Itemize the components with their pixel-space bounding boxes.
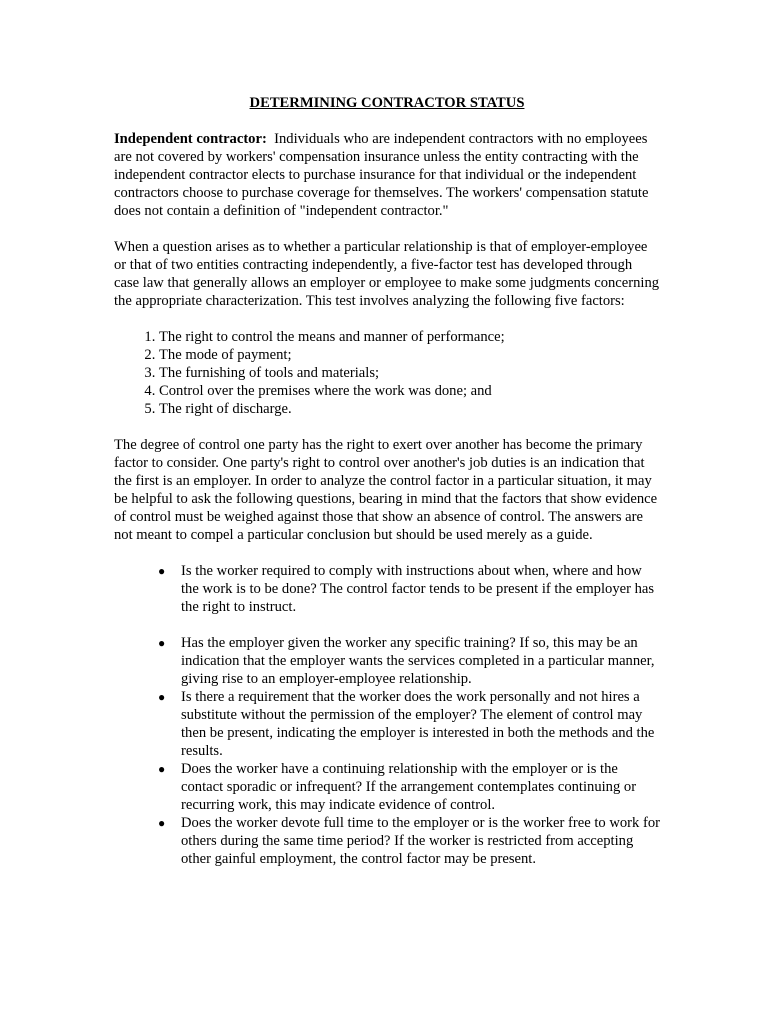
document-page [114, 94, 660, 868]
question-text: Does the worker devote full time to the employer or is the worker free to work for others during the same time period? If the worker is restricted from accepting other gainful employment, the control factor may be present. [181, 815, 661, 867]
question-text: Does the worker have a continuing relationship with the employer or is the contact sporadic or infrequent? If the arrangement contemplates continuing or recurring work, this may indicate evidence of control. [181, 761, 637, 813]
independent-contractor-text: Individuals who are independent contractors with no employees are not covered by workers' compensation insurance unless the entity contracting with the independent contractor elects to purchase insurance for that individual or the independent contractors choose to purchase coverage for themselves. The workers' compensation statute does not contain a definition of "independent contractor." [114, 131, 649, 219]
question-item [114, 760, 660, 814]
independent-contractor-label: Independent contractor: [114, 131, 267, 147]
question-text: Is the worker required to comply with instructions about when, where and how the work is to be done? The control factor tends to be present if the employer has the right to instruct. [181, 563, 655, 615]
five-factor-test-paragraph: When a question arises as to whether a particular relationship is that of employer-employee or that of two entities contracting independently, a five-factor test has developed through case law that generally allows an employer or employee to make some judgments concerning the appropriate characterization. This test involves analyzing the following five factors: [114, 239, 660, 309]
question-item [114, 688, 660, 760]
document-title: DETERMINING CONTRACTOR STATUS [249, 95, 525, 111]
bullet-icon: ● [158, 816, 166, 830]
question-text: Is there a requirement that the worker does the work personally and not hires a substitute without the permission of the employer? The element of control may then be present, indicating the employer is interested in both the methods and the results. [181, 689, 655, 759]
question-item [114, 562, 660, 616]
bullet-icon: ● [158, 690, 166, 704]
independent-contractor-paragraph [114, 130, 660, 220]
question-text: Has the employer given the worker any specific training? If so, this may be an indication that the employer wants the services completed in a particular manner, giving rise to an employer-employee relationship. [181, 635, 655, 687]
bullet-icon: ● [158, 564, 166, 578]
factor-item: 1. The right to control the means and manner of performance; [159, 328, 660, 346]
factor-item: 3. The furnishing of tools and materials; [159, 364, 660, 382]
bullet-icon: ● [158, 636, 166, 650]
question-item [114, 634, 660, 688]
question-item [114, 814, 660, 868]
factor-item: 5. The right of discharge. [159, 400, 660, 418]
bullet-icon: ● [158, 762, 166, 776]
control-questions-list [114, 562, 660, 868]
control-factor-paragraph: The degree of control one party has the right to exert over another has become the primary factor to consider. One party's right to control over another's job duties is an indication that the first is an employer. In order to analyze the control factor in a particular situation, it may be helpful to ask the following questions, bearing in mind that the factors that show evidence of control must be weighed against those that show an absence of control. The answers are not meant to compel a particular conclusion but should be used merely as a guide. [114, 437, 658, 543]
factor-item: 2. The mode of payment; [159, 346, 660, 364]
factor-item: 4. Control over the premises where the work was done; and [159, 382, 660, 400]
five-factors-list [114, 328, 660, 418]
